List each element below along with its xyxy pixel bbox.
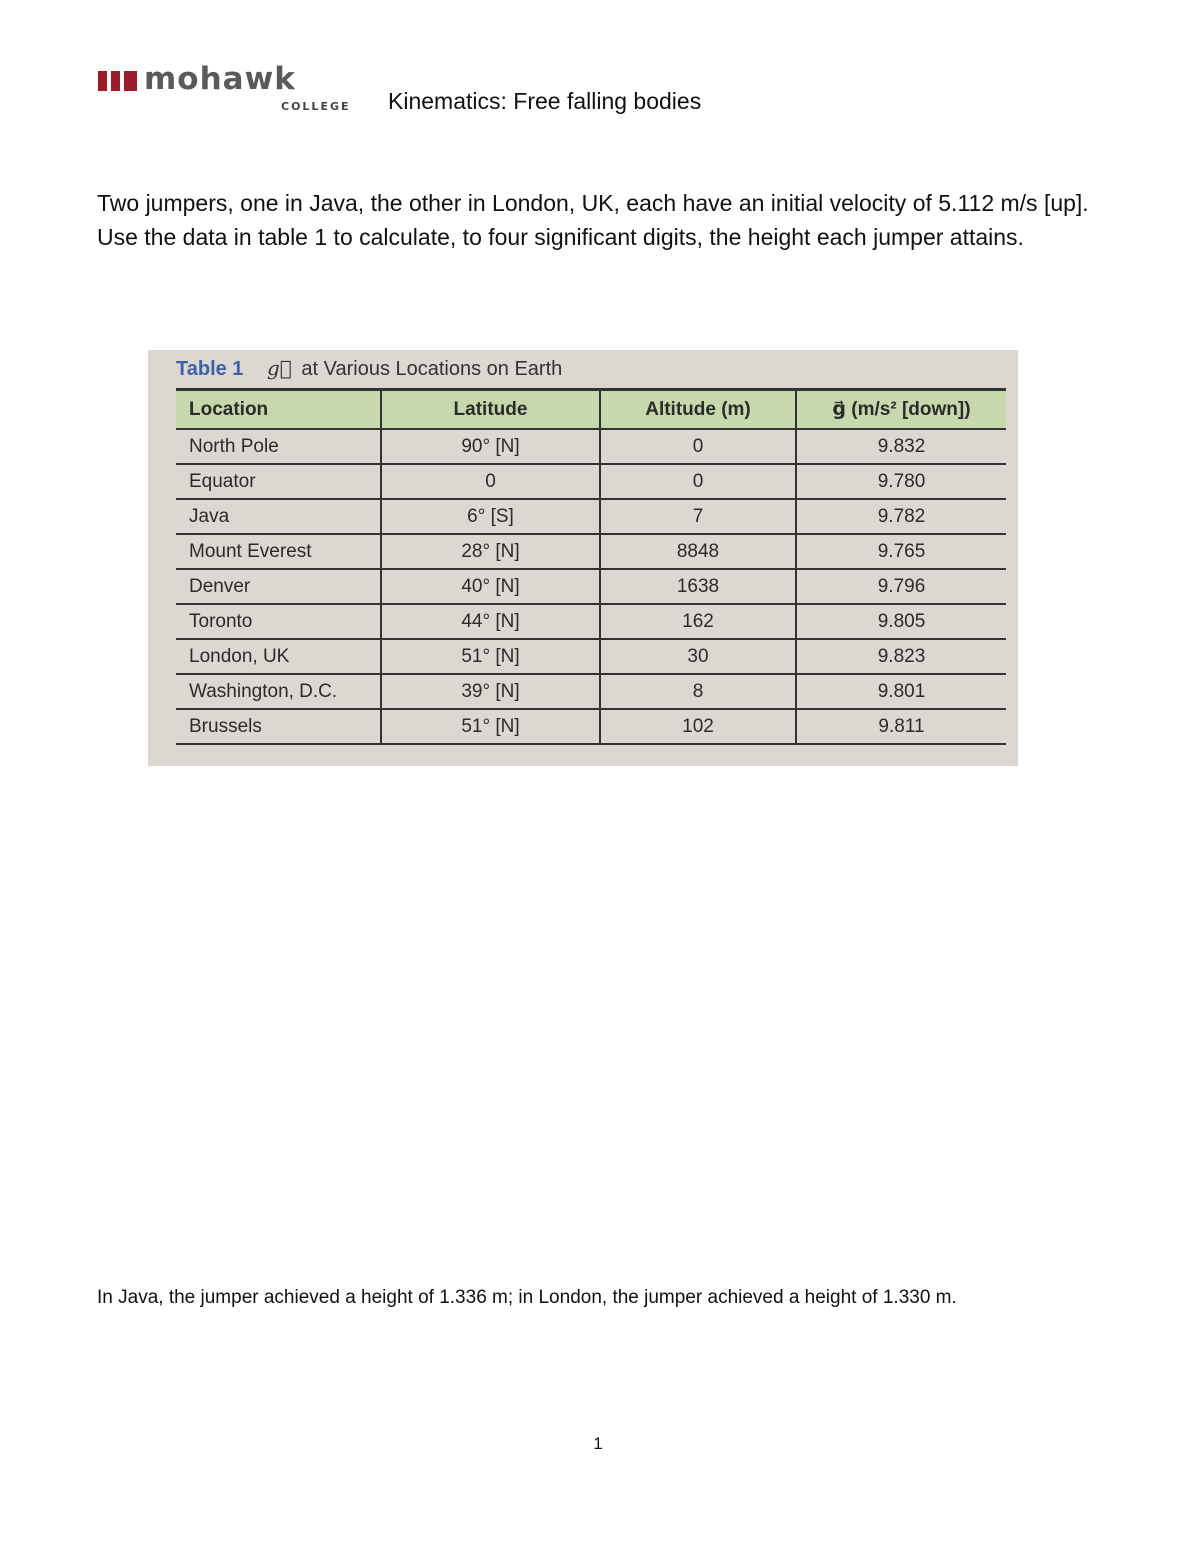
table-row xyxy=(176,499,1006,534)
gravity-cell: 9.782 xyxy=(796,499,1006,534)
column-header: Altitude (m) xyxy=(600,390,796,430)
table-row xyxy=(176,429,1006,464)
table-header-row xyxy=(176,390,1006,430)
altitude-cell: 102 xyxy=(600,709,796,744)
gravity-cell: 9.811 xyxy=(796,709,1006,744)
altitude-cell: 8848 xyxy=(600,534,796,569)
table-caption xyxy=(176,356,562,381)
altitude-cell: 7 xyxy=(600,499,796,534)
table-row xyxy=(176,674,1006,709)
gravity-data-table xyxy=(176,388,1006,745)
column-header: Latitude xyxy=(381,390,600,430)
gravity-cell: 9.780 xyxy=(796,464,1006,499)
gravity-vector-symbol: g⃗ xyxy=(267,356,292,380)
logo-bars-icon xyxy=(98,71,137,91)
gravity-cell: 9.823 xyxy=(796,639,1006,674)
location-cell: Denver xyxy=(176,569,381,604)
latitude-cell: 6° [S] xyxy=(381,499,600,534)
logo-subtext: COLLEGE xyxy=(281,100,351,113)
latitude-cell: 51° [N] xyxy=(381,709,600,744)
location-cell: Java xyxy=(176,499,381,534)
location-cell: Mount Everest xyxy=(176,534,381,569)
location-cell: London, UK xyxy=(176,639,381,674)
altitude-cell: 0 xyxy=(600,429,796,464)
gravity-cell: 9.801 xyxy=(796,674,1006,709)
location-cell: Brussels xyxy=(176,709,381,744)
column-header: Location xyxy=(176,390,381,430)
latitude-cell: 44° [N] xyxy=(381,604,600,639)
latitude-cell: 0 xyxy=(381,464,600,499)
altitude-cell: 30 xyxy=(600,639,796,674)
gravity-cell: 9.805 xyxy=(796,604,1006,639)
answer-text: In Java, the jumper achieved a height of 1.336 m; in London, the jumper achieved a height of 1.330 m. xyxy=(97,1287,957,1308)
location-cell: Washington, D.C. xyxy=(176,674,381,709)
table-caption-text: at Various Locations on Earth xyxy=(301,358,563,380)
gravity-cell: 9.765 xyxy=(796,534,1006,569)
latitude-cell: 90° [N] xyxy=(381,429,600,464)
table-row xyxy=(176,569,1006,604)
column-header: g⃗ (m/s² [down]) xyxy=(796,390,1006,430)
table-row xyxy=(176,464,1006,499)
table-row xyxy=(176,604,1006,639)
gravity-cell: 9.832 xyxy=(796,429,1006,464)
gravity-cell: 9.796 xyxy=(796,569,1006,604)
table-row xyxy=(176,534,1006,569)
table-figure xyxy=(148,350,1018,766)
location-cell: Toronto xyxy=(176,604,381,639)
table-caption-number: Table 1 xyxy=(176,358,244,380)
logo-bar xyxy=(124,71,137,91)
altitude-cell: 1638 xyxy=(600,569,796,604)
altitude-cell: 8 xyxy=(600,674,796,709)
table-row xyxy=(176,709,1006,744)
location-cell: Equator xyxy=(176,464,381,499)
logo-bar xyxy=(111,71,120,91)
latitude-cell: 28° [N] xyxy=(381,534,600,569)
table-row xyxy=(176,639,1006,674)
location-cell: North Pole xyxy=(176,429,381,464)
logo-bar xyxy=(98,71,107,91)
document-title: Kinematics: Free falling bodies xyxy=(388,88,702,114)
page-number: 1 xyxy=(593,1434,603,1453)
logo-wordmark: mohawk xyxy=(144,61,296,97)
latitude-cell: 39° [N] xyxy=(381,674,600,709)
mohawk-college-logo xyxy=(98,61,351,116)
question-text: Two jumpers, one in Java, the other in London, UK, each have an initial velocity of 5.112 m/s [up]. Use the data in table 1 to calculate, to four significant digits, the height each jumper attains. xyxy=(97,190,1089,250)
latitude-cell: 51° [N] xyxy=(381,639,600,674)
altitude-cell: 162 xyxy=(600,604,796,639)
latitude-cell: 40° [N] xyxy=(381,569,600,604)
altitude-cell: 0 xyxy=(600,464,796,499)
